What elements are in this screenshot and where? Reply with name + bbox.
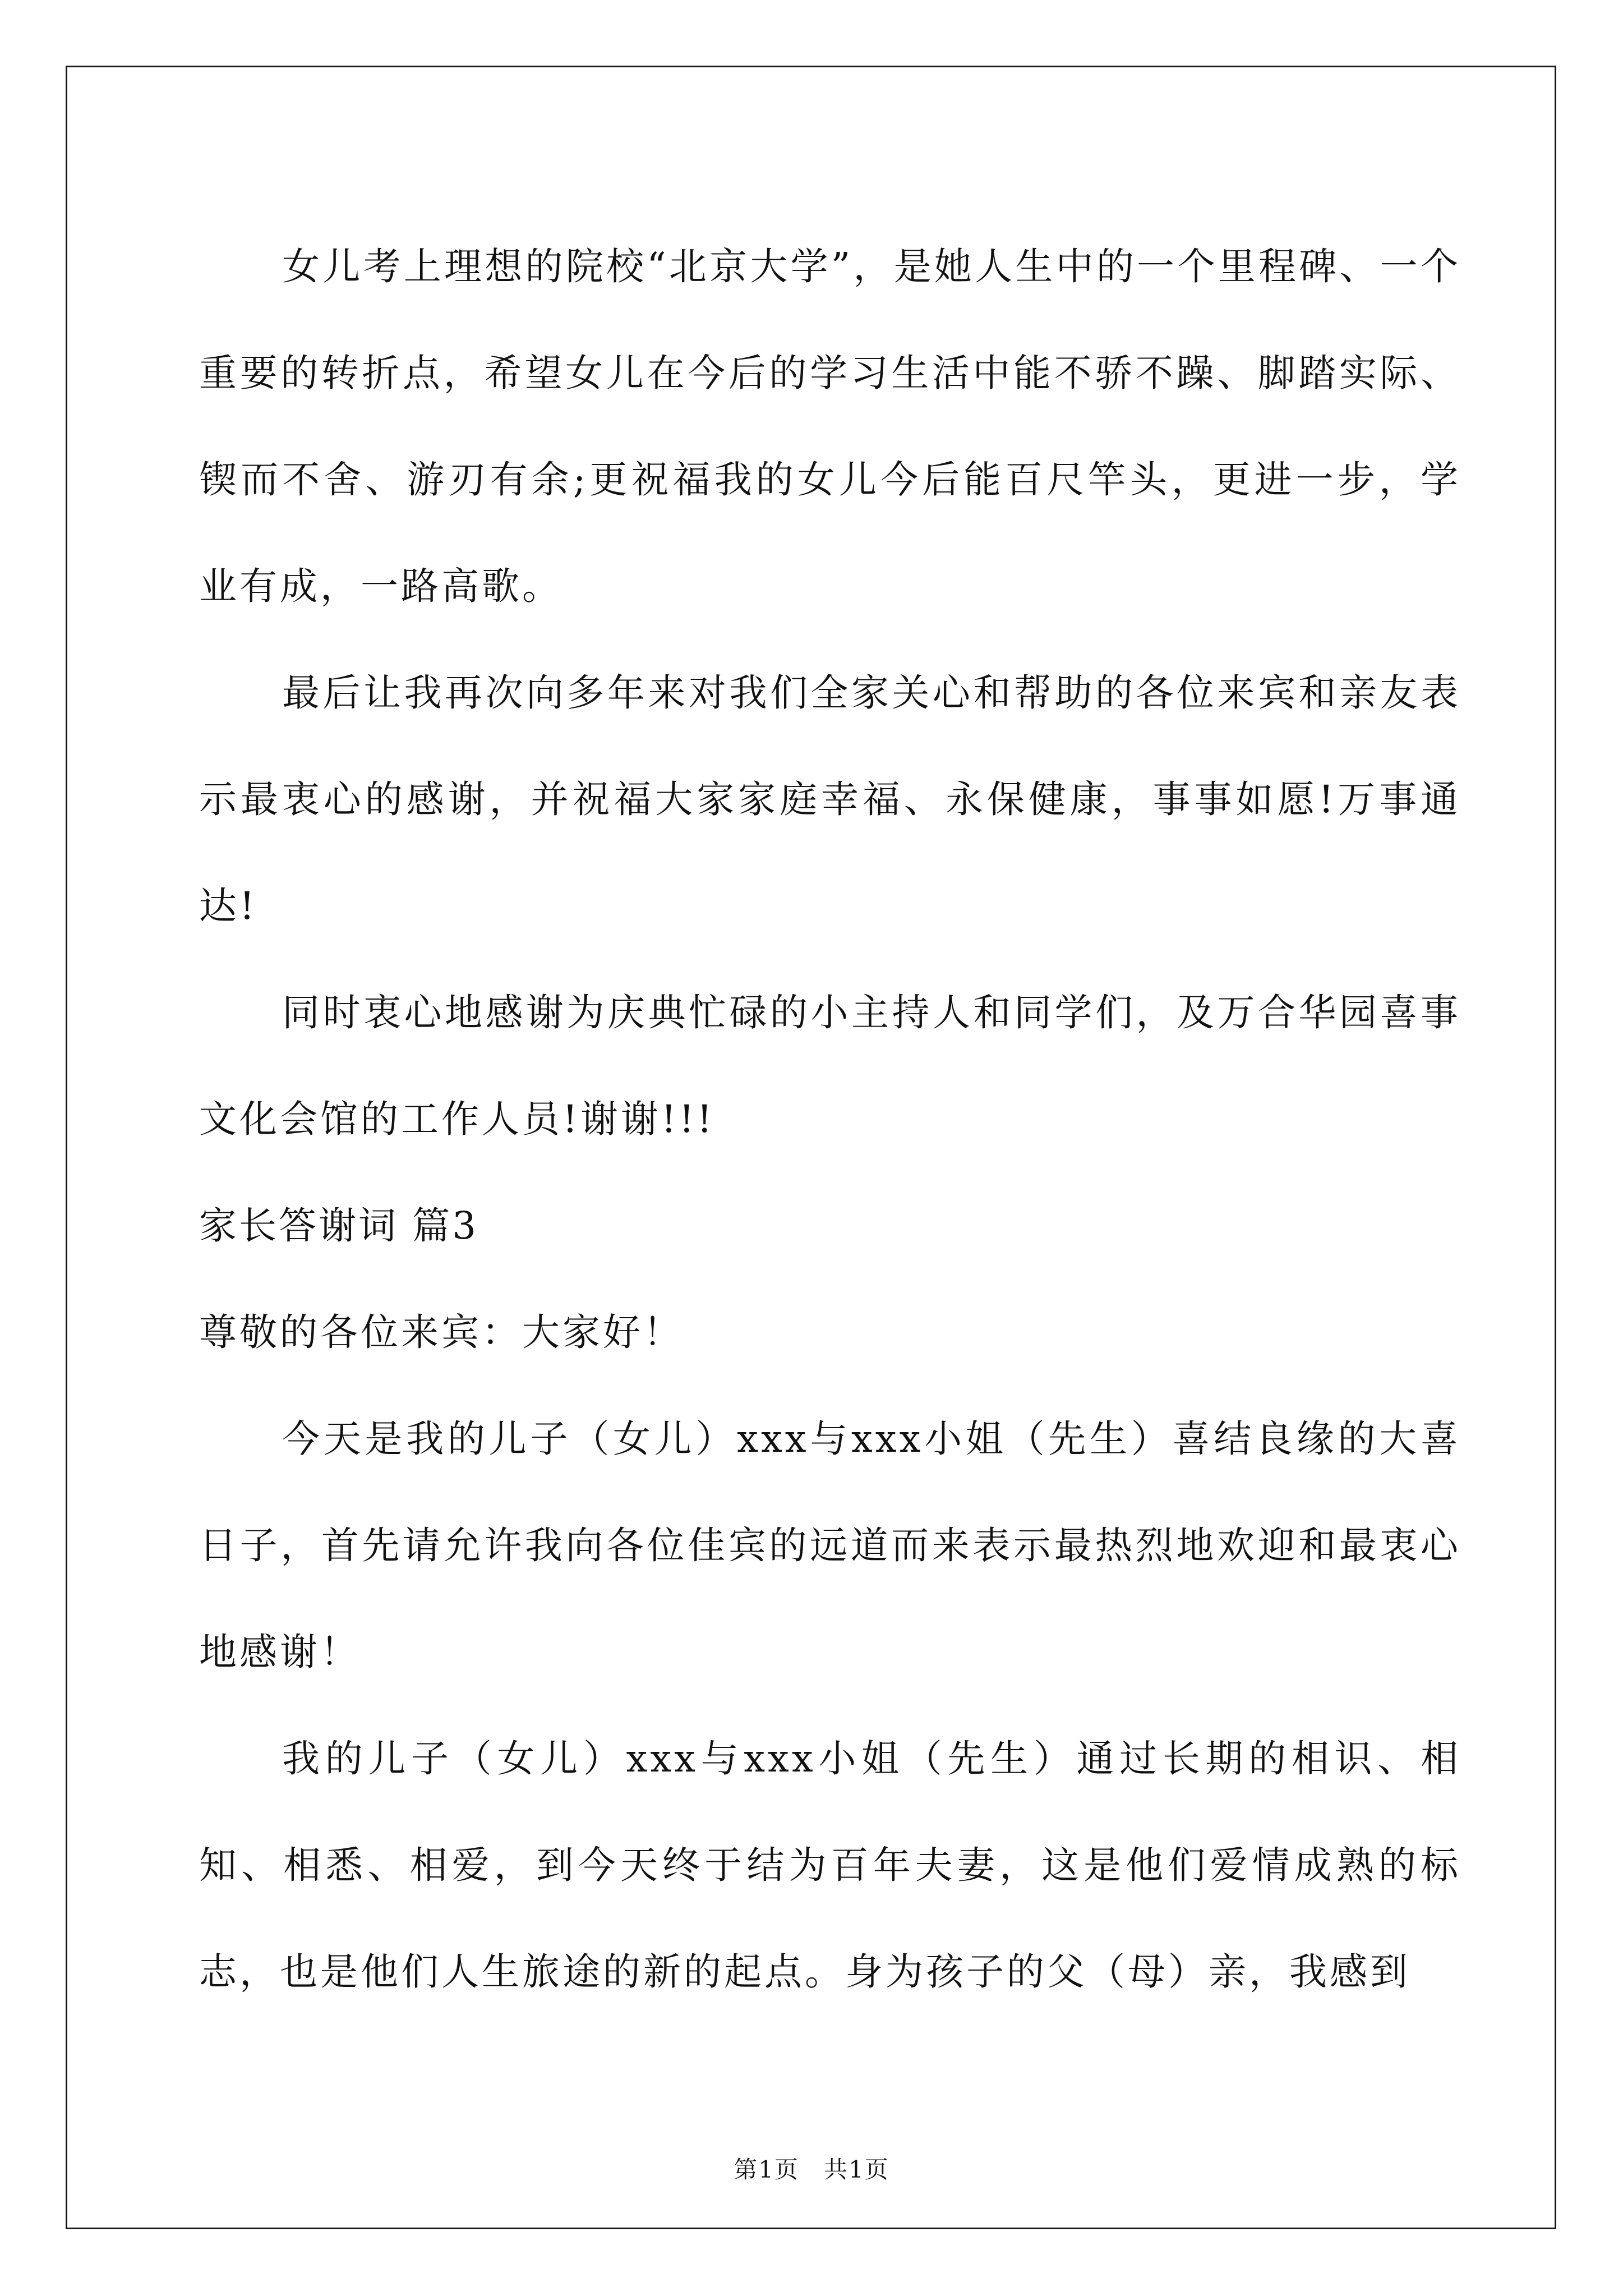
paragraph-daughter-admission: 女儿考上理想的院校“北京大学”，是她人生中的一个里程碑、一个重要的转折点，希望女儿在今后的学习生活中能不骄不躁、脚踏实际、锲而不舍、游刃有余;更祝福我的女儿今后能百尺竿头，更进一步，学业有成，一路高歌。	[199, 245, 1461, 608]
paragraph-thanks-staff: 同时衷心地感谢为庆典忙碌的小主持人和同学们，及万合华园喜事文化会馆的工作人员!谢谢!!!	[199, 991, 1461, 1141]
paragraph-couple-story: 我的儿子（女儿）xxx与xxx小姐（先生）通过长期的相识、相知、相悉、相爱，到今天终于结为百年夫妻，这是他们爱情成熟的标志，也是他们人生旅途的新的起点。身为孩子的父（母）亲，我感到	[199, 1737, 1461, 1994]
document-body	[199, 213, 1461, 2025]
page-number-footer: 第1页 共1页	[734, 2156, 889, 2183]
paragraph-wedding-welcome: 今天是我的儿子（女儿）xxx与xxx小姐（先生）喜结良缘的大喜日子，首先请允许我向各位佳宾的远道而来表示最热烈地欢迎和最衷心地感谢！	[199, 1417, 1461, 1674]
section-heading: 家长答谢词 篇3	[199, 1204, 478, 1248]
paragraph-thanks-guests: 最后让我再次向多年来对我们全家关心和帮助的各位来宾和亲友表示最衷心的感谢，并祝福大家家庭幸福、永保健康，事事如愿!万事通达!	[199, 671, 1461, 928]
salutation: 尊敬的各位来宾：大家好！	[199, 1310, 684, 1354]
